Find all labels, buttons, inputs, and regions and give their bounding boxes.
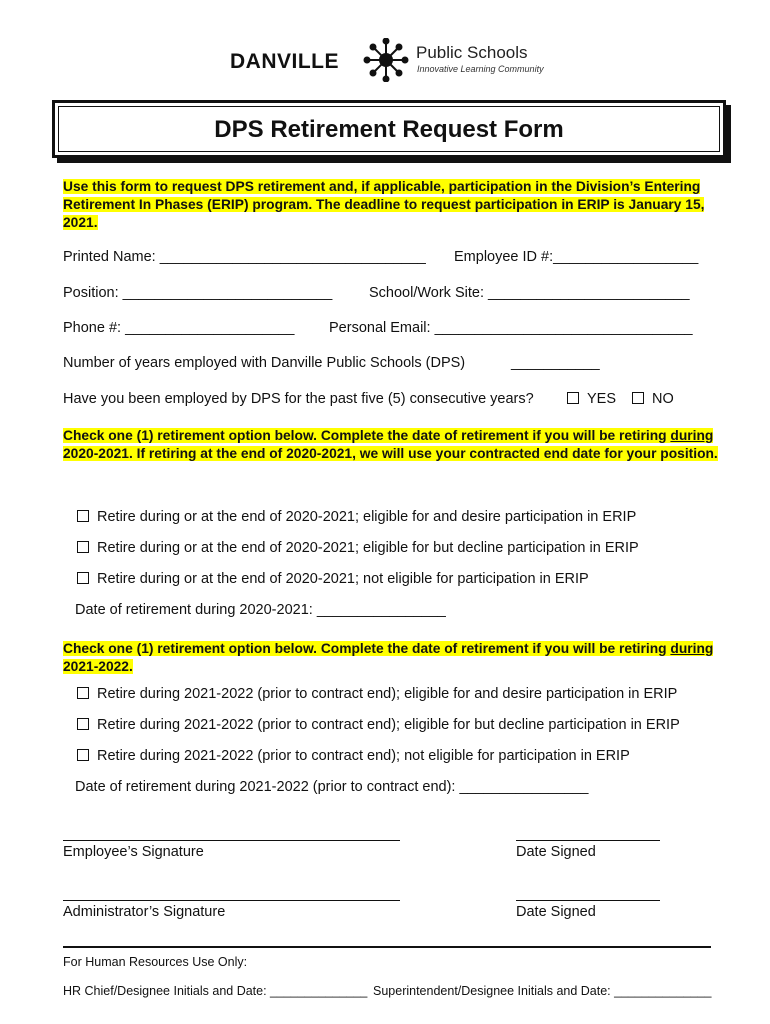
date-signed-label-1: Date Signed xyxy=(516,844,596,860)
years-label: Number of years employed with Danville Public Schools (DPS) xyxy=(63,355,466,371)
superintendent-initials-field[interactable]: Superintendent/Designee Initials and Date: ______________ xyxy=(373,984,712,998)
employee-id-field[interactable]: Employee ID #:__________________ xyxy=(454,249,699,265)
checkbox[interactable] xyxy=(77,541,89,553)
date-signed-label-2: Date Signed xyxy=(516,904,596,920)
section2-option-2[interactable]: Retire during 2021-2022 (prior to contract end); eligible for but decline participation in ERIP xyxy=(77,717,680,733)
section2-date-field[interactable]: Date of retirement during 2021-2022 (prior to contract end): ________________ xyxy=(75,779,589,795)
logo xyxy=(230,38,560,82)
section1-option-1[interactable]: Retire during or at the end of 2020-2021; eligible for and desire participation in ERIP xyxy=(77,509,636,525)
employee-signature-line[interactable] xyxy=(63,840,400,841)
starburst-logo-icon xyxy=(363,38,409,82)
site-field[interactable]: School/Work Site: _________________________ xyxy=(369,285,690,301)
administrator-signature-label: Administrator’s Signature xyxy=(63,904,226,920)
section2-option-1[interactable]: Retire during 2021-2022 (prior to contract end); eligible for and desire participation in ERIP xyxy=(77,686,677,702)
section2-option-3[interactable]: Retire during 2021-2022 (prior to contract end); not eligible for participation in ERIP xyxy=(77,748,630,764)
no-checkbox[interactable] xyxy=(632,392,644,404)
section1-instructions: Check one (1) retirement option below. Complete the date of retirement if you will be retiring during 2020-2021. If retiring at the end of 2020-2021, we will use your contracted end date for your position. xyxy=(63,428,718,461)
yes-option[interactable] xyxy=(567,391,616,407)
checkbox[interactable] xyxy=(77,510,89,522)
section1-date-field[interactable]: Date of retirement during 2020-2021: ________________ xyxy=(75,602,446,618)
years-field[interactable]: ___________ xyxy=(511,355,600,371)
no-option[interactable] xyxy=(632,391,674,407)
section2-instructions: Check one (1) retirement option below. Complete the date of retirement if you will be retiring during 2021-2022. xyxy=(63,641,714,674)
hr-use-label: For Human Resources Use Only: xyxy=(63,955,248,969)
checkbox[interactable] xyxy=(77,718,89,730)
printed-name-field[interactable]: Printed Name: _________________________________ xyxy=(63,249,426,265)
divider xyxy=(63,946,711,948)
employee-signature-label: Employee’s Signature xyxy=(63,844,204,860)
checkbox[interactable] xyxy=(77,687,89,699)
logo-brand: DANVILLE xyxy=(230,50,339,73)
date2-line[interactable] xyxy=(516,900,660,901)
hr-chief-initials-field[interactable]: HR Chief/Designee Initials and Date: ______________ xyxy=(63,984,368,998)
intro-text: Use this form to request DPS retirement and, if applicable, participation in the Division’s Entering Retirement In Phases (ERIP) program. The deadline to request participation in ERIP is January 15, 2021. xyxy=(63,179,705,230)
five-years-question: Have you been employed by DPS for the past five (5) consecutive years? xyxy=(63,391,534,407)
no-label: NO xyxy=(652,391,674,407)
yes-label: YES xyxy=(587,391,617,407)
logo-tagline: Innovative Learning Community xyxy=(417,64,544,74)
checkbox[interactable] xyxy=(77,572,89,584)
section1-option-2[interactable]: Retire during or at the end of 2020-2021; eligible for but decline participation in ERIP xyxy=(77,540,639,556)
date1-line[interactable] xyxy=(516,840,660,841)
section1-option-3[interactable]: Retire during or at the end of 2020-2021; not eligible for participation in ERIP xyxy=(77,571,589,587)
position-field[interactable]: Position: __________________________ xyxy=(63,285,333,301)
logo-org: Public Schools xyxy=(416,43,528,62)
checkbox[interactable] xyxy=(77,749,89,761)
title-box xyxy=(52,100,726,158)
email-field[interactable]: Personal Email: ________________________________ xyxy=(329,320,693,336)
page-title: DPS Retirement Request Form xyxy=(214,116,564,143)
yes-checkbox[interactable] xyxy=(567,392,579,404)
administrator-signature-line[interactable] xyxy=(63,900,400,901)
phone-field[interactable]: Phone #: _____________________ xyxy=(63,320,295,336)
